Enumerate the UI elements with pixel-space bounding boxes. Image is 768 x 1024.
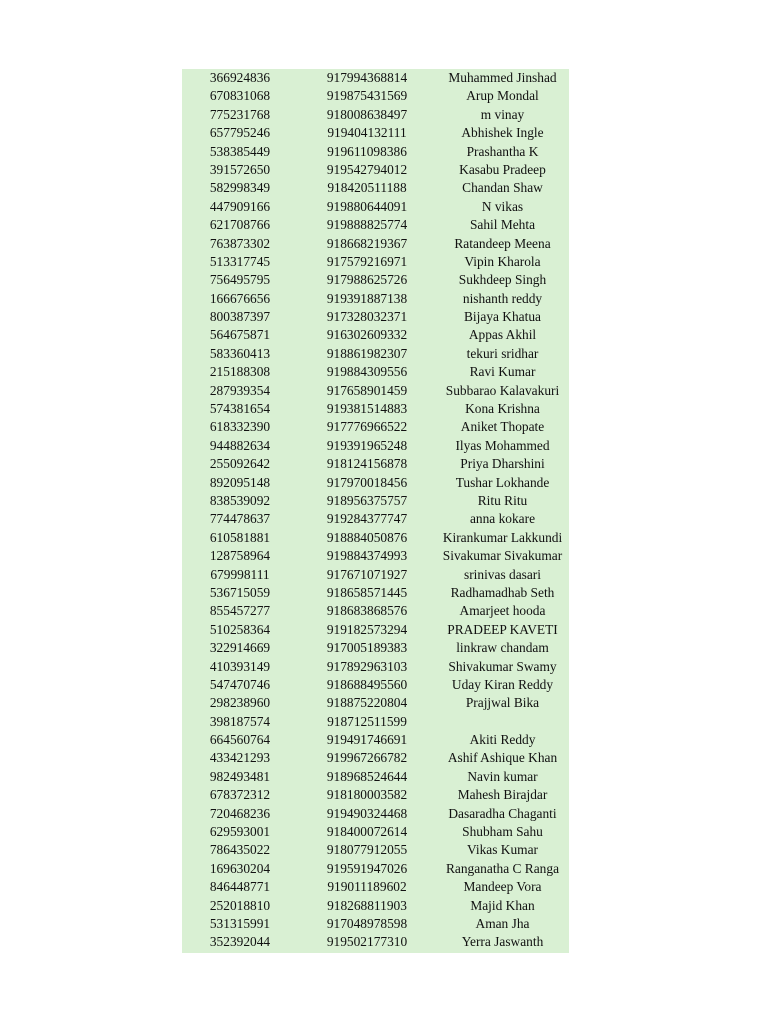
name-cell: Kona Krishna <box>465 401 540 417</box>
table-row <box>182 694 569 712</box>
id-cell: 800387397 <box>209 309 271 325</box>
name-cell: PRADEEP KAVETI <box>447 621 558 637</box>
id-cell: 621708766 <box>209 217 271 233</box>
name-cell <box>436 713 569 731</box>
table-row <box>182 860 569 878</box>
name-cell: Ravi Kumar <box>469 364 536 380</box>
table-row <box>182 933 569 951</box>
phone-cell: 918268811903 <box>327 897 407 913</box>
id-cell: 255092642 <box>209 456 271 472</box>
phone-cell: 919875431569 <box>326 88 408 104</box>
phone-cell: 918077912055 <box>326 842 408 858</box>
table-row <box>182 713 569 731</box>
id-cell: 892095148 <box>209 474 271 490</box>
name-cell: Uday Kiran Reddy <box>451 676 554 692</box>
name-cell: Bijaya Khatua <box>464 309 541 325</box>
table-row <box>182 731 569 749</box>
id-cell: 846448771 <box>209 879 271 895</box>
table-row <box>182 749 569 767</box>
table-row <box>182 878 569 896</box>
name-cell: Sukhdeep Singh <box>458 272 547 288</box>
phone-cell: 918668219367 <box>326 235 408 251</box>
name-cell: m vinay <box>480 106 525 122</box>
phone-cell: 919880644091 <box>326 198 408 214</box>
name-cell: Prashantha K <box>466 143 539 159</box>
table-row <box>182 639 569 657</box>
name-cell: Ashif Ashique Khan <box>447 750 558 766</box>
id-cell: 582998349 <box>209 180 271 196</box>
id-cell: 128758964 <box>209 548 271 564</box>
id-cell: 298238960 <box>209 695 271 711</box>
id-cell: 513317745 <box>209 253 271 269</box>
name-cell: srinivas dasari <box>464 566 541 582</box>
table-row <box>182 823 569 841</box>
name-cell: nishanth reddy <box>462 290 543 306</box>
phone-cell: 918884050876 <box>326 529 408 545</box>
table-row <box>182 510 569 528</box>
table-row <box>182 915 569 933</box>
table-row <box>182 235 569 253</box>
name-cell: Navin kumar <box>467 768 538 784</box>
phone-cell: 918658571445 <box>326 584 408 600</box>
phone-cell: 919884309556 <box>326 364 408 380</box>
name-cell: Kirankumar Lakkundi <box>442 529 563 545</box>
name-cell: Radhamadhab Seth <box>450 584 555 600</box>
phone-cell: 919967266782 <box>326 750 408 766</box>
name-cell: Prajjwal Bika <box>465 695 540 711</box>
id-cell: 398187574 <box>209 713 271 729</box>
table-row <box>182 326 569 344</box>
name-cell: Abhishek Ingle <box>461 125 544 141</box>
name-cell: N vikas <box>481 198 524 214</box>
id-cell: 547470746 <box>209 676 271 692</box>
phone-cell: 918861982307 <box>326 345 408 361</box>
id-cell: 756495795 <box>209 272 271 288</box>
name-cell: Dasaradha Chaganti <box>448 805 557 821</box>
id-cell: 664560764 <box>209 732 271 748</box>
id-cell: 410393149 <box>209 658 271 674</box>
phone-cell: 919381514883 <box>326 401 408 417</box>
table-row <box>182 400 569 418</box>
phone-cell: 918420511188 <box>327 180 407 196</box>
phone-cell: 917988625726 <box>326 272 408 288</box>
id-cell: 433421293 <box>209 750 271 766</box>
name-cell: linkraw chandam <box>456 640 549 656</box>
phone-cell: 917005189383 <box>326 640 408 656</box>
phone-cell: 916302609332 <box>326 327 408 343</box>
name-cell: Subbarao Kalavakuri <box>445 382 560 398</box>
name-cell: Majid Khan <box>470 897 535 913</box>
id-cell: 574381654 <box>209 401 271 417</box>
table-row <box>182 179 569 197</box>
id-cell: 982493481 <box>209 768 271 784</box>
phone-cell: 918956375757 <box>326 492 408 508</box>
name-cell: Aniket Thopate <box>460 419 545 435</box>
table-row <box>182 106 569 124</box>
id-cell: 774478637 <box>209 511 271 527</box>
name-cell: Vikas Kumar <box>467 842 538 858</box>
table-row <box>182 363 569 381</box>
phone-cell: 917776966522 <box>326 419 408 435</box>
name-cell: Aman Jha <box>475 915 530 931</box>
id-cell: 629593001 <box>209 824 271 840</box>
name-cell: Shubham Sahu <box>462 824 543 840</box>
table-row <box>182 547 569 565</box>
phone-cell: 918124156878 <box>326 456 408 472</box>
id-cell: 538385449 <box>209 143 271 159</box>
table-row <box>182 455 569 473</box>
phone-cell: 917048978598 <box>326 915 408 931</box>
phone-cell: 919391887138 <box>326 290 408 306</box>
name-cell: Vipin Kharola <box>464 253 541 269</box>
phone-cell: 917658901459 <box>326 382 408 398</box>
table-row <box>182 216 569 234</box>
table-row <box>182 492 569 510</box>
id-cell: 583360413 <box>209 345 271 361</box>
name-cell: Ilyas Mohammed <box>455 437 550 453</box>
table-row <box>182 676 569 694</box>
name-cell: anna kokare <box>469 511 536 527</box>
table-row <box>182 621 569 639</box>
id-cell: 391572650 <box>209 161 271 177</box>
table-row <box>182 474 569 492</box>
id-cell: 618332390 <box>209 419 271 435</box>
phone-cell: 918712511599 <box>327 713 407 729</box>
table-row <box>182 345 569 363</box>
id-cell: 252018810 <box>209 897 271 913</box>
id-cell: 169630204 <box>209 860 271 876</box>
table-row <box>182 786 569 804</box>
table-row <box>182 124 569 142</box>
table-row <box>182 437 569 455</box>
data-table <box>182 69 569 953</box>
phone-cell: 918008638497 <box>326 106 408 122</box>
phone-cell: 919491746691 <box>326 732 408 748</box>
phone-cell: 918400072614 <box>326 824 408 840</box>
id-cell: 720468236 <box>209 805 271 821</box>
table-row <box>182 271 569 289</box>
table-row <box>182 805 569 823</box>
table-row <box>182 69 569 87</box>
id-cell: 366924836 <box>209 70 271 85</box>
id-cell: 944882634 <box>209 437 271 453</box>
table-row <box>182 768 569 786</box>
id-cell: 679998111 <box>210 566 270 582</box>
id-cell: 855457277 <box>209 603 271 619</box>
name-cell: Sivakumar Sivakumar <box>442 548 563 564</box>
phone-cell: 919011189602 <box>327 879 407 895</box>
table-row <box>182 308 569 326</box>
name-cell: Appas Akhil <box>468 327 537 343</box>
phone-cell: 917328032371 <box>326 309 408 325</box>
id-cell: 166676656 <box>209 290 271 306</box>
phone-cell: 919888825774 <box>326 217 408 233</box>
id-cell: 763873302 <box>209 235 271 251</box>
id-cell: 786435022 <box>209 842 271 858</box>
table-row <box>182 382 569 400</box>
name-cell: Shivakumar Swamy <box>448 658 557 674</box>
phone-cell: 919391965248 <box>326 437 408 453</box>
id-cell: 531315991 <box>209 915 271 931</box>
name-cell: Chandan Shaw <box>462 180 543 196</box>
name-cell: Yerra Jaswanth <box>461 934 544 950</box>
id-cell: 610581881 <box>209 529 271 545</box>
table-row <box>182 143 569 161</box>
phone-cell: 918180003582 <box>326 787 408 803</box>
phone-cell: 917970018456 <box>326 474 408 490</box>
id-cell: 657795246 <box>209 125 271 141</box>
phone-cell: 919591947026 <box>326 860 408 876</box>
table-row <box>182 566 569 584</box>
phone-cell: 919404132111 <box>327 125 407 141</box>
id-cell: 536715059 <box>209 584 271 600</box>
phone-cell: 917892963103 <box>326 658 408 674</box>
name-cell: Mahesh Birajdar <box>457 787 548 803</box>
phone-cell: 917579216971 <box>326 253 408 269</box>
id-cell: 215188308 <box>209 364 271 380</box>
id-cell: 447909166 <box>209 198 271 214</box>
name-cell: Sahil Mehta <box>469 217 536 233</box>
table-row <box>182 584 569 602</box>
id-cell: 510258364 <box>209 621 271 637</box>
name-cell: Muhammed Jinshad <box>448 70 557 85</box>
id-cell: 287939354 <box>209 382 271 398</box>
id-cell: 838539092 <box>209 492 271 508</box>
phone-cell: 919502177310 <box>326 934 408 950</box>
name-cell: Arup Mondal <box>466 88 539 104</box>
id-cell: 564675871 <box>209 327 271 343</box>
phone-cell: 917671071927 <box>326 566 408 582</box>
table-row <box>182 253 569 271</box>
phone-cell: 918875220804 <box>326 695 408 711</box>
phone-cell: 919611098386 <box>327 143 407 159</box>
id-cell: 352392044 <box>209 934 271 950</box>
phone-cell: 919182573294 <box>326 621 408 637</box>
table-row <box>182 897 569 915</box>
id-cell: 322914669 <box>209 640 271 656</box>
table-row <box>182 161 569 179</box>
name-cell: Ranganatha C Ranga <box>445 860 560 876</box>
name-cell: Amarjeet hooda <box>459 603 546 619</box>
table-row <box>182 602 569 620</box>
phone-cell: 918683868576 <box>326 603 408 619</box>
phone-cell: 918688495560 <box>326 676 408 692</box>
id-cell: 670831068 <box>209 88 271 104</box>
name-cell: Ratandeep Meena <box>454 235 551 251</box>
id-cell: 678372312 <box>209 787 271 803</box>
table-row <box>182 529 569 547</box>
name-cell: Tushar Lokhande <box>455 474 550 490</box>
name-cell: Kasabu Pradeep <box>459 161 546 177</box>
table-row <box>182 658 569 676</box>
table-row <box>182 87 569 105</box>
name-cell: Akiti Reddy <box>469 732 536 748</box>
table-row <box>182 418 569 436</box>
phone-cell: 919884374993 <box>326 548 408 564</box>
phone-cell: 919490324468 <box>326 805 408 821</box>
name-cell: Priya Dharshini <box>460 456 545 472</box>
phone-cell: 919542794012 <box>326 161 408 177</box>
phone-cell: 919284377747 <box>326 511 408 527</box>
id-cell: 775231768 <box>209 106 271 122</box>
name-cell: Ritu Ritu <box>477 492 528 508</box>
table-row <box>182 841 569 859</box>
phone-cell: 918968524644 <box>326 768 408 784</box>
name-cell: tekuri sridhar <box>466 345 539 361</box>
table-row <box>182 290 569 308</box>
name-cell: Mandeep Vora <box>463 879 542 895</box>
phone-cell: 917994368814 <box>326 70 408 85</box>
table-row <box>182 198 569 216</box>
